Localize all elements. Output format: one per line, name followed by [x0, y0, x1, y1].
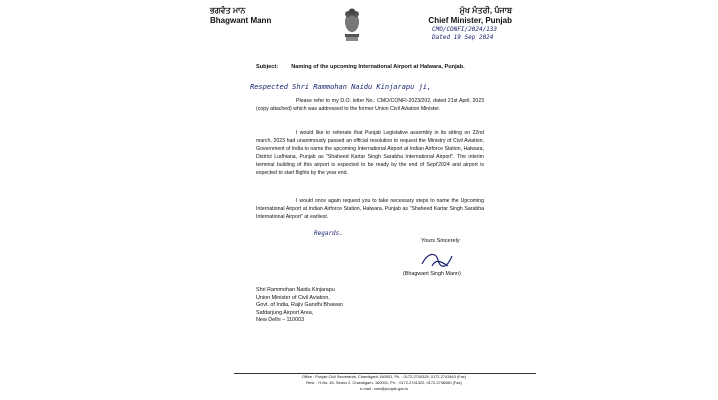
paragraph-1: Please refer to my D.O. letter No.: CMO/CONFI-2023/202, dated 21st April, 2023 (copy attached) which was addressed to the former Union Civil Aviation Minister. [256, 98, 484, 112]
footer-residence: Resi. : H.No. 45, Sector 2, Chandigarh- 160001, Ph. : 0172-2741322, 0172-2746060 (Fax) [306, 380, 462, 385]
paragraph-2: I would like to reiterate that Punjab Legislative assembly in its sitting on 22nd march, 2023 had unanimously passed an official resolution to request the Ministry of Civil Aviation, Government of India to name the upcoming International Airport at Indian Airforce Station, Halwara, District Ludhiana, Punjab as "Shaheed Kartar Singh Sarabha International Airport". The interim terminal building of this airport is expected to be ready by the end of Sept'2024 and airport is expected to start flights by the year end. [256, 130, 484, 176]
footer-office: Office : Punjab Civil Secretariat, Chandigarh-160001, Ph. : 0172-2740325, 0172-2743463 (Fax) [301, 374, 467, 379]
reference-date: Dated 19 Sep 2024 [432, 34, 494, 41]
addressee-block [256, 287, 343, 325]
addressee-line: New Delhi – 110003 [256, 317, 305, 324]
paragraph-3: I would once again request you to take necessary steps to name the Upcoming International Airport at Indian Airforce Station, Halwara, Punjab as "Shaheed Kartar Singh Sarabha International Airport" at earliest. [256, 198, 484, 220]
signature-icon [418, 248, 458, 272]
letterhead-right [428, 6, 512, 26]
subject-text: Naming of the upcoming International Airport at Halwara, Punjab. [291, 64, 465, 70]
addressee-line: Union Minister of Civil Aviation, [256, 294, 330, 301]
addressee-line: Shri Rammohan Naidu Kinjarapu [256, 287, 335, 293]
state-emblem-icon [337, 4, 367, 44]
reference-number: CMO/CONFI/2024/133 [432, 26, 498, 33]
name-punjabi: ਭਗਵੰਤ ਮਾਨ [210, 6, 246, 15]
addressee-line: Govt. of India, Rajiv Gandhi Bhawan [256, 302, 343, 309]
subject-label: Subject: [256, 64, 279, 70]
signatory-name: (Bhagwant Singh Mann) [403, 271, 461, 277]
salutation: Respected Shri Rammohan Naidu Kinjarapu ji, [250, 83, 432, 91]
reference-handwritten [432, 26, 497, 42]
footer-email: e-mail : cmo@punjab.gov.in [360, 386, 408, 391]
closing: Yours Sincerely [421, 238, 460, 244]
name-english: Bhagwant Mann [210, 16, 272, 25]
letterhead-left [210, 6, 271, 26]
addressee-line: Safdarjung Airport Area, [256, 309, 314, 316]
title-english: Chief Minister, Punjab [428, 16, 512, 25]
title-punjabi: ਮੁੱਖ ਮੰਤਰੀ, ਪੰਜਾਬ [459, 6, 512, 15]
regards-handwritten: Regards. [314, 230, 343, 237]
subject-line [256, 64, 465, 70]
footer [234, 374, 534, 392]
